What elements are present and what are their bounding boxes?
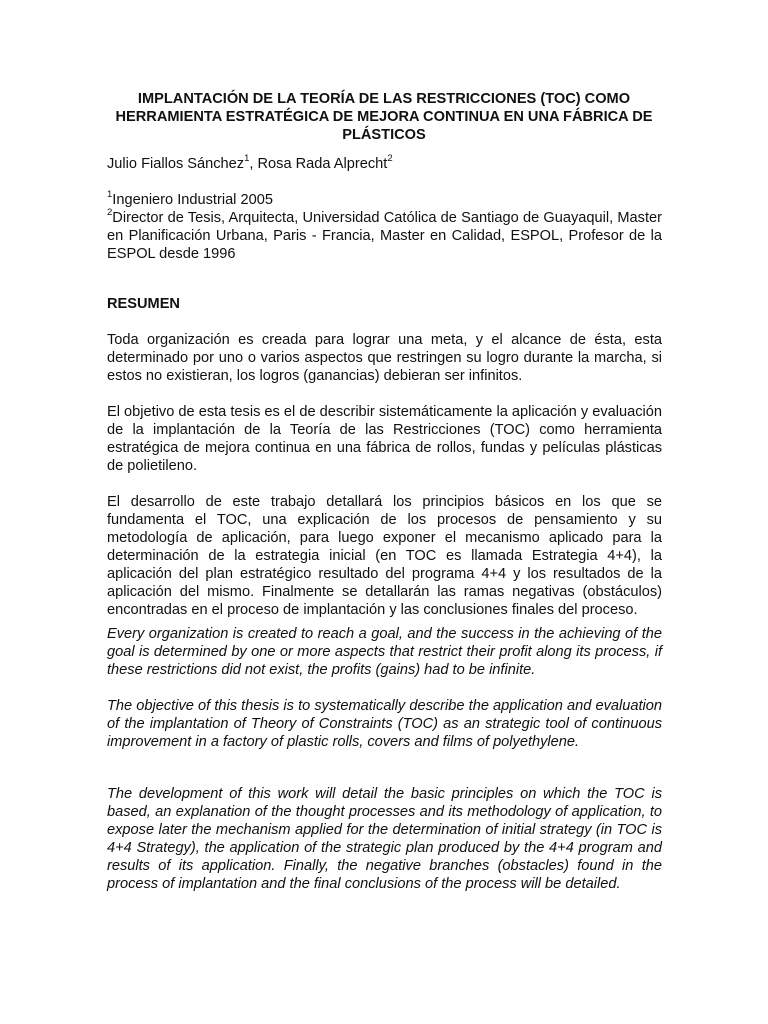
affiliation-2 <box>107 209 662 263</box>
author-separator: , <box>249 156 258 172</box>
affiliation-1 <box>107 191 662 209</box>
spanish-paragraph-2: El objetivo de esta tesis es el de describir sistemáticamente la aplicación y evaluación de la implantación de la Teoría de las Restricciones (TOC) como herramienta estratégica de mejora continua en una fábrica de rollos, fundas y películas plásticas de polietileno. <box>107 404 662 474</box>
author-name-1: Julio Fiallos Sánchez <box>107 156 245 172</box>
paper-title: IMPLANTACIÓN DE LA TEORÍA DE LAS RESTRICCIONES (TOC) COMO HERRAMIENTA ESTRATÉGICA DE MEJORA CONTINUA EN UNA FÁBRICA DE PLÁSTICOS <box>115 91 653 143</box>
spanish-paragraph-1: Toda organización es creada para lograr una meta, y el alcance de ésta, esta determinado por uno o varios aspectos que restringen su logro durante la marcha, si estos no existieran, los logros (ganancias) debieran ser infinitos. <box>107 332 662 384</box>
author-footnote-mark-2: 2 <box>387 153 393 165</box>
affiliation-text-2: Director de Tesis, Arquitecta, Universidad Católica de Santiago de Guayaquil, Master en Planificación Urbana, Paris - Francia, Master en Calidad, ESPOL, Profesor de la ESPOL desde 1996 <box>107 210 662 262</box>
english-paragraph-3: The development of this work will detail the basic principles on which the TOC is based, an explanation of the thought processes and its methodology of application, to expose later the mechanism applied for the determination of initial strategy (in TOC is 4+4 Strategy), the application of the strategic plan produced by the 4+4 program and results of its application. Finally, the negative branches (obstacles) found in the process of implantation and the final conclusions of the process will be detailed. <box>107 786 662 892</box>
author-line <box>107 155 662 173</box>
author-name-2: Rosa Rada Alprecht <box>257 156 388 172</box>
spanish-paragraph-3: El desarrollo de este trabajo detallará los principios básicos en los que se fundamenta el TOC, una explicación de los procesos de pensamiento y su metodología de aplicación, para luego exponer el mecanismo aplicado para la determinación de la estrategia inicial (en TOC es llamada Estrategia 4+4), la aplicación del plan estratégico resultado del programa 4+4 y los resultados de la aplicación del mismo. Finalmente se detallarán las ramas negativas (obstáculos) encontradas en el proceso de implantación y las conclusiones finales del proceso. <box>107 494 662 618</box>
author-footnote-mark-1: 1 <box>244 153 250 165</box>
english-paragraph-1: Every organization is created to reach a goal, and the success in the achieving of the goal is determined by one or more aspects that restrict their profit along its process, if these restrictions did not exist, the profits (gains) had to be infinite. <box>107 626 662 678</box>
affiliation-mark-2: 2 <box>107 207 113 219</box>
affiliation-mark-1: 1 <box>107 189 113 201</box>
abstract-heading: RESUMEN <box>107 296 180 312</box>
english-paragraph-2: The objective of this thesis is to systematically describe the application and evaluation of the implantation of Theory of Constraints (TOC) as an strategic tool of continuous improvement in a factory of plastic rolls, covers and films of polyethylene. <box>107 698 662 750</box>
affiliation-text-1: Ingeniero Industrial 2005 <box>112 192 273 208</box>
